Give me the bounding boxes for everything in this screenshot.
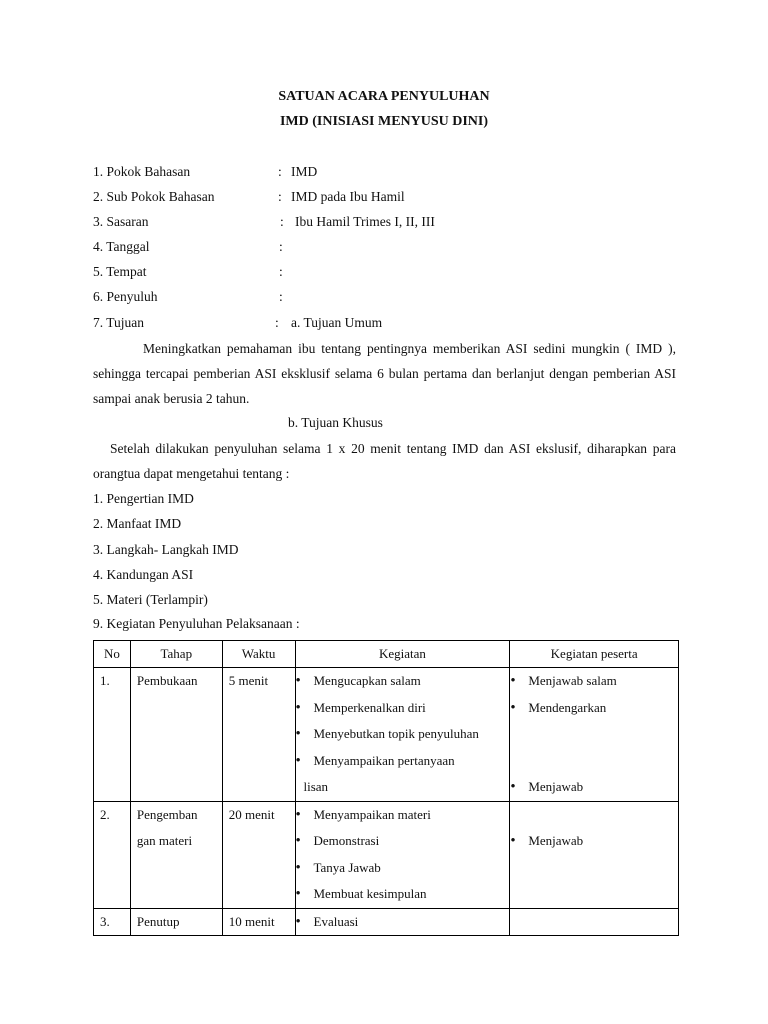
- cell-tahap: [130, 668, 222, 802]
- table-row: [94, 801, 679, 908]
- info-value: IMD: [291, 164, 318, 179]
- cell-peserta: [510, 668, 679, 802]
- cell-peserta: [510, 908, 679, 936]
- peserta-item: • Menjawab: [518, 774, 678, 801]
- topic-item: 5. Materi (Terlampir): [93, 592, 208, 607]
- table-header-cell: Kegiatan: [295, 641, 510, 668]
- table-row: [94, 668, 679, 802]
- cell-tahap: [130, 908, 222, 936]
- kegiatan-item: • Evaluasi: [304, 909, 510, 936]
- cell-no: 2.: [94, 801, 131, 908]
- info-colon: :: [278, 164, 282, 179]
- cell-kegiatan: [295, 801, 510, 908]
- tahap-text: Pembukaan: [136, 673, 198, 688]
- document-title: SATUAN ACARA PENYULUHAN: [278, 89, 490, 104]
- info-colon: :: [275, 315, 279, 330]
- kegiatan-item: • Mengucapkan salam: [304, 668, 510, 695]
- topic-item: 1. Pengertian IMD: [93, 491, 194, 506]
- tujuan-khusus-heading: b. Tujuan Khusus: [288, 415, 383, 430]
- kegiatan-item: • Menyampaikan materi: [304, 802, 510, 829]
- table-header-cell: No: [94, 641, 131, 668]
- info-label: 3. Sasaran: [93, 214, 149, 229]
- peserta-item: • Mendengarkan: [518, 695, 678, 722]
- tahap-text: gan materi: [136, 833, 193, 848]
- info-value: IMD pada Ibu Hamil: [291, 189, 405, 204]
- cell-no: 1.: [94, 668, 131, 802]
- kegiatan-item: • Tanya Jawab: [304, 855, 510, 882]
- cell-waktu: 5 menit: [222, 668, 295, 802]
- peserta-item: • Menjawab: [518, 828, 678, 855]
- peserta-spacer: [518, 721, 678, 748]
- info-value: a. Tujuan Umum: [291, 315, 383, 330]
- tujuan-umum-paragraph: Meningkatkan pemahaman ibu tentang pentingnya memberikan ASI sedini mungkin ( IMD ), sehingga tercapai pemberian ASI eksklusif selama 6 bulan pertama dan berlanjut dengan pemberian ASI sampai anak berusia 2 tahun.: [93, 341, 676, 406]
- info-colon: :: [278, 189, 282, 204]
- document-subtitle: IMD (INISIASI MENYUSU DINI): [279, 114, 489, 129]
- topic-item: 3. Langkah- Langkah IMD: [93, 542, 239, 557]
- cell-no: 3.: [94, 908, 131, 936]
- info-colon: :: [279, 264, 283, 279]
- info-label: 5. Tempat: [93, 264, 147, 279]
- cell-peserta: [510, 801, 679, 908]
- cell-tahap: [130, 801, 222, 908]
- kegiatan-item: • Menyampaikan pertanyaan: [304, 748, 510, 775]
- info-label: 7. Tujuan: [93, 315, 145, 330]
- cell-waktu: 10 menit: [222, 908, 295, 936]
- info-colon: :: [279, 289, 283, 304]
- info-label: 1. Pokok Bahasan: [93, 164, 191, 179]
- info-colon: :: [280, 214, 284, 229]
- tahap-text: Pengemban: [136, 806, 198, 822]
- tahap-text: Penutup: [136, 913, 180, 929]
- cell-waktu: 20 menit: [222, 801, 295, 908]
- kegiatan-item: • Menyebutkan topik penyuluhan: [304, 721, 510, 748]
- activity-table: [93, 640, 679, 936]
- info-label: 6. Penyuluh: [93, 289, 158, 304]
- table-row: [94, 908, 679, 936]
- kegiatan-item: • Memperkenalkan diri: [304, 695, 510, 722]
- table-header-row: [94, 641, 679, 668]
- kegiatan-item: • Demonstrasi: [304, 828, 510, 855]
- section-heading-kegiatan: 9. Kegiatan Penyuluhan Pelaksanaan :: [93, 616, 300, 631]
- table-header-cell: Kegiatan peserta: [510, 641, 679, 668]
- cell-kegiatan: [295, 908, 510, 936]
- topic-item: 2. Manfaat IMD: [93, 516, 182, 531]
- info-label: 2. Sub Pokok Bahasan: [93, 189, 215, 204]
- info-value: Ibu Hamil Trimes I, II, III: [295, 214, 435, 229]
- tujuan-khusus-paragraph: Setelah dilakukan penyuluhan selama 1 x 20 menit tentang IMD dan ASI ekslusif, diharapkan para orangtua dapat mengetahui tentang :: [93, 441, 676, 481]
- cell-kegiatan: [295, 668, 510, 802]
- table-header-cell: Tahap: [130, 641, 222, 668]
- peserta-spacer: [518, 802, 678, 829]
- peserta-spacer: [518, 748, 678, 775]
- kegiatan-item: • Membuat kesimpulan: [304, 881, 510, 908]
- info-label: 4. Tanggal: [93, 239, 150, 254]
- info-colon: :: [279, 239, 283, 254]
- table-header-cell: Waktu: [222, 641, 295, 668]
- peserta-item: • Menjawab salam: [518, 668, 678, 695]
- kegiatan-item-continuation: lisan: [303, 779, 329, 794]
- topic-item: 4. Kandungan ASI: [93, 567, 194, 582]
